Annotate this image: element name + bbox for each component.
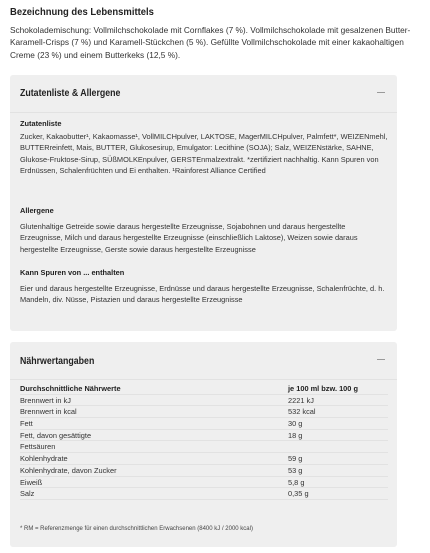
- product-description: Schokolademischung: Vollmilchschokolade mit Cornflakes (7 %). Vollmilchschokolade mit gesalzenen Butter-Karamell-Crisps (7 %) und Karamell-Stückchen (5 %). Gefüllte Vollmilchschokolade mit einer kakaohaltigen Creme (23 %) und einem Butterkeks (12,5 %).: [10, 25, 411, 60]
- nutrient-name: Fett, davon gesättigte: [20, 430, 92, 440]
- panel-divider: [10, 379, 397, 380]
- nutrient-name: Fett: [20, 419, 33, 429]
- table-row: [20, 430, 388, 442]
- section-text-allergens: Glutenhaltige Getreide sowie daraus hergestellte Erzeugnisse, Sojabohnen und daraus hergestellte Erzeugnisse, Milch und daraus hergestellte Erzeugnisse (einschließlich Laktose), Weizen sowie daraus hergestellte Erzeugnisse, Gerste sowie daraus hergestellte Erzeugnisse: [20, 222, 358, 254]
- nutrient-name: Brennwert in kJ: [20, 395, 71, 405]
- ingredients-panel: [10, 75, 397, 331]
- nutrient-value: 2221 kJ: [288, 395, 314, 405]
- section-text-ingredients: Zucker, Kakaobutter¹, Kakaomasse¹, VollMILCHpulver, LAKTOSE, MagerMILCHpulver, Palmfett*, WEIZENmehl, BUTTERreinfett, Mais, BUTTER, Glukosesirup, Emulgator: Lecithine (SOJA); Salz, WEIZENstärke, SAHNE, Glukose-Fruktose-Sirup, SÜßMOLKEnpulver, GERSTEnmalzextrakt. *zertifiziert nachhaltig. Kann Spuren von Erdnüssen, Schalenfrüchten und Ei enthalten. ¹Rainforest Alliance Certified: [20, 132, 388, 175]
- nutrient-value: 532 kcal: [288, 407, 316, 417]
- section-text-traces: Eier und daraus hergestellte Erzeugnisse, Erdnüsse und daraus hergestellte Erzeugnisse, Schalenfrüchte, d. h. Mandeln, div. Nüsse, Pistazien und daraus hergestellte Erzeugnisse: [20, 284, 385, 305]
- table-row: [20, 465, 388, 477]
- nutrient-value: 18 g: [288, 430, 303, 440]
- table-row: [20, 395, 388, 407]
- minus-icon[interactable]: [377, 359, 385, 360]
- nutrition-panel: [10, 342, 397, 547]
- nutrient-name: Brennwert in kcal: [20, 407, 77, 417]
- ingredients-panel-title[interactable]: Zutatenliste & Allergene: [20, 88, 121, 99]
- nutrient-name: Kohlenhydrate, davon Zucker: [20, 465, 117, 475]
- table-row: [20, 418, 388, 430]
- nutrient-value: 0,35 g: [288, 489, 309, 499]
- minus-icon[interactable]: [377, 92, 385, 93]
- table-row: [20, 477, 388, 489]
- nutrition-footnote: * RM = Referenzmenge für einen durchschnittlichen Erwachsenen (8400 kJ / 2000 kcal): [20, 526, 253, 532]
- table-row: [20, 453, 388, 465]
- panel-divider: [10, 112, 397, 113]
- nutrition-header-value: je 100 ml bzw. 100 g: [288, 384, 358, 393]
- nutrient-name: Salz: [20, 489, 35, 499]
- section-heading-traces: Kann Spuren von ... enthalten: [20, 268, 125, 277]
- section-heading-allergens: Allergene: [20, 206, 54, 215]
- table-row: [20, 406, 388, 418]
- nutrition-table: [20, 383, 388, 500]
- nutrient-name: Eiweiß: [20, 477, 43, 487]
- product-title: Bezeichnung des Lebensmittels: [10, 6, 154, 18]
- table-row: [20, 441, 388, 453]
- nutrient-name: Fettsäuren: [20, 442, 56, 452]
- nutrition-panel-title[interactable]: Nährwertangaben: [20, 356, 95, 367]
- nutrient-value: 5,8 g: [288, 477, 305, 487]
- nutrient-value: 53 g: [288, 465, 303, 475]
- nutrition-table-header: [20, 383, 388, 395]
- nutrient-value: 30 g: [288, 419, 303, 429]
- nutrition-header-name: Durchschnittliche Nährwerte: [20, 384, 121, 393]
- nutrient-value: 59 g: [288, 454, 303, 464]
- nutrient-name: Kohlenhydrate: [20, 454, 68, 464]
- section-heading-ingredients: Zutatenliste: [20, 119, 62, 128]
- table-row: [20, 488, 388, 500]
